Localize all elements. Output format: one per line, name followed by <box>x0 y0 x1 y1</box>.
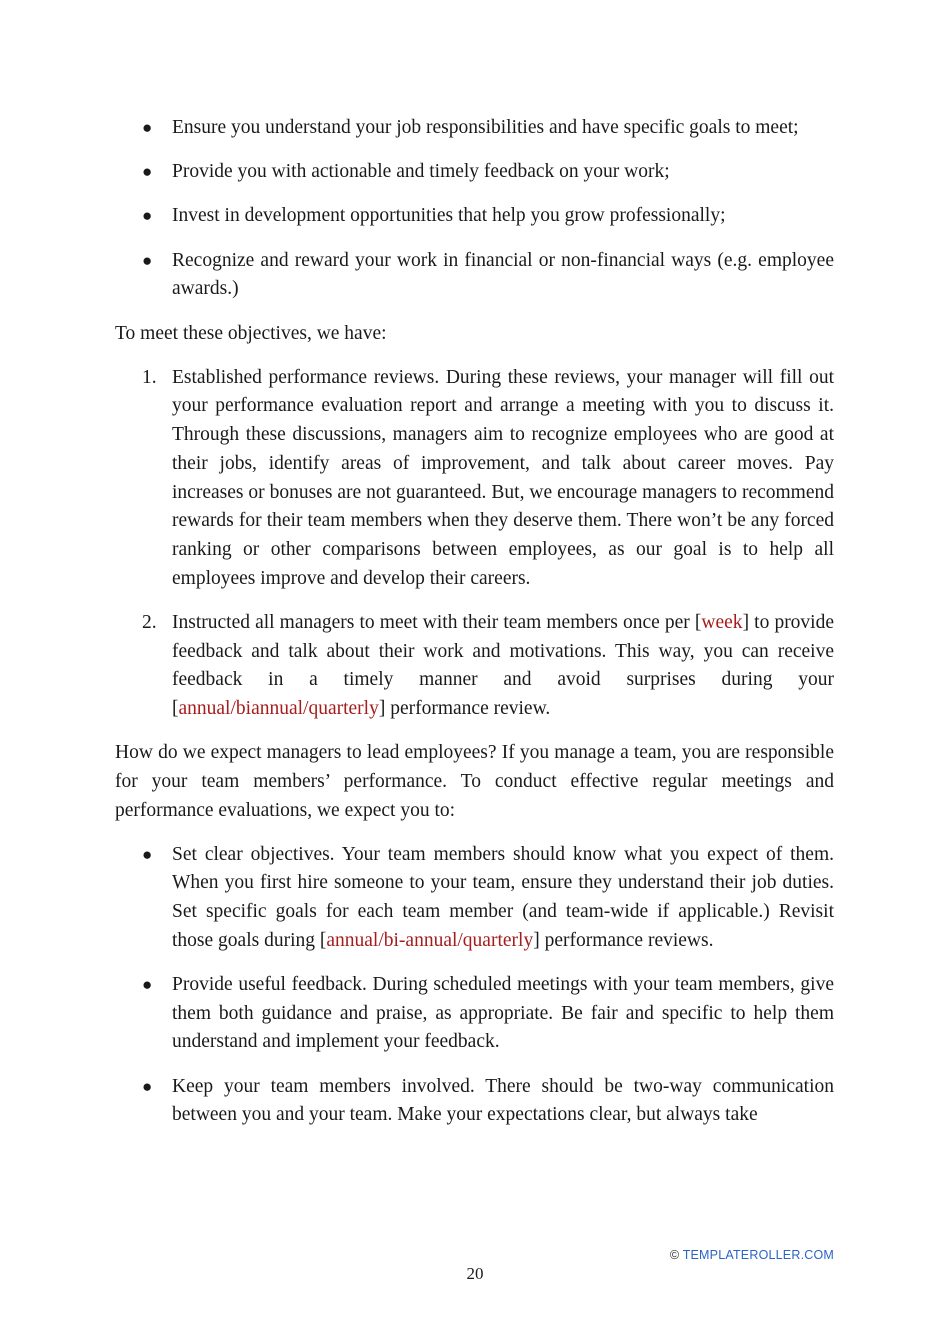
list-number: 1. <box>142 366 157 388</box>
bullet-list-manager-duties <box>115 841 834 1130</box>
bullet-icon: ● <box>142 844 153 864</box>
page-content <box>115 114 834 1146</box>
text-segment: ] performance reviews. <box>533 929 714 951</box>
list-item <box>115 971 834 1057</box>
brand-text: TEMPLATEROLLER.COM <box>682 1248 834 1262</box>
list-item <box>115 202 834 231</box>
list-number: 2. <box>142 611 157 633</box>
list-item-text: Keep your team members involved. There should be two-way communication between you and your team. Make your expectations clear, but always take <box>172 1075 834 1126</box>
paragraph-objectives-intro: To meet these objectives, we have: <box>115 322 387 344</box>
bullet-icon: ● <box>142 250 153 270</box>
list-item <box>115 1073 834 1130</box>
list-item-text: Recognize and reward your work in financial or non-financial ways (e.g. employee awards.) <box>172 249 834 300</box>
list-item <box>115 114 834 143</box>
bullet-icon: ● <box>142 162 153 182</box>
bullet-list-objectives <box>115 114 834 304</box>
list-item-text: Established performance reviews. During these reviews, your manager will fill out your performance evaluation report and arrange a meeting with you to discuss it. Through these discussions, managers aim to recognize employees who are good at their jobs, identify areas of improvement, and talk about career moves. Pay increases or bonuses are not guaranteed. But, we encourage managers to recommend rewards for their team members when they deserve them. There won’t be any forced ranking or other comparisons between employees, as our goal is to help all employees improve and develop their careers. <box>172 366 834 589</box>
list-item-text: Provide you with actionable and timely feedback on your work; <box>172 161 670 183</box>
list-item-text: Invest in development opportunities that help you grow professionally; <box>172 205 726 227</box>
list-item <box>115 158 834 187</box>
text-segment: ] to provide feedback and talk about their work and motivations. This way, you can receive feedback in a timely manner and avoid surprises during your [ <box>172 611 835 719</box>
paragraph-manager-expectations: How do we expect managers to lead employees? If you manage a team, you are responsible for your team members’ performance. To conduct effective regular meetings and performance evaluations, we expect you to: <box>115 742 834 821</box>
bullet-icon: ● <box>142 975 153 995</box>
list-item <box>115 364 834 594</box>
list-item <box>115 247 834 304</box>
list-item <box>115 609 834 724</box>
placeholder-field-frequency: week <box>701 611 743 633</box>
copyright-icon: © <box>669 1248 680 1262</box>
page-number: 20 <box>466 1264 484 1283</box>
list-item <box>115 841 834 956</box>
numbered-list-measures <box>115 364 834 724</box>
list-item-text <box>172 844 834 951</box>
bullet-icon: ● <box>142 1076 153 1096</box>
list-item-text: Provide useful feedback. During scheduled meetings with your team members, give them both guidance and praise, as appropriate. Be fair and specific to help them understand and implement your feedback. <box>172 974 834 1053</box>
text-segment: ] performance review. <box>378 697 551 719</box>
list-item-text: Ensure you understand your job responsibilities and have specific goals to meet; <box>172 117 799 138</box>
placeholder-field-review-period: annual/biannual/quarterly <box>178 697 379 719</box>
placeholder-field-review-period: annual/bi-annual/quarterly <box>326 929 534 951</box>
list-item-text <box>172 612 834 719</box>
text-segment: Instructed all managers to meet with their team members once per [ <box>172 611 702 633</box>
bullet-icon: ● <box>142 118 153 137</box>
bullet-icon: ● <box>142 206 153 226</box>
text-segment: Set clear objectives. Your team members should know what you expect of them. When you first hire someone to your team, ensure they understand their job duties. Set specific goals for each team member (and team-wide if applicable.) Revisit those goals during [ <box>172 843 834 951</box>
